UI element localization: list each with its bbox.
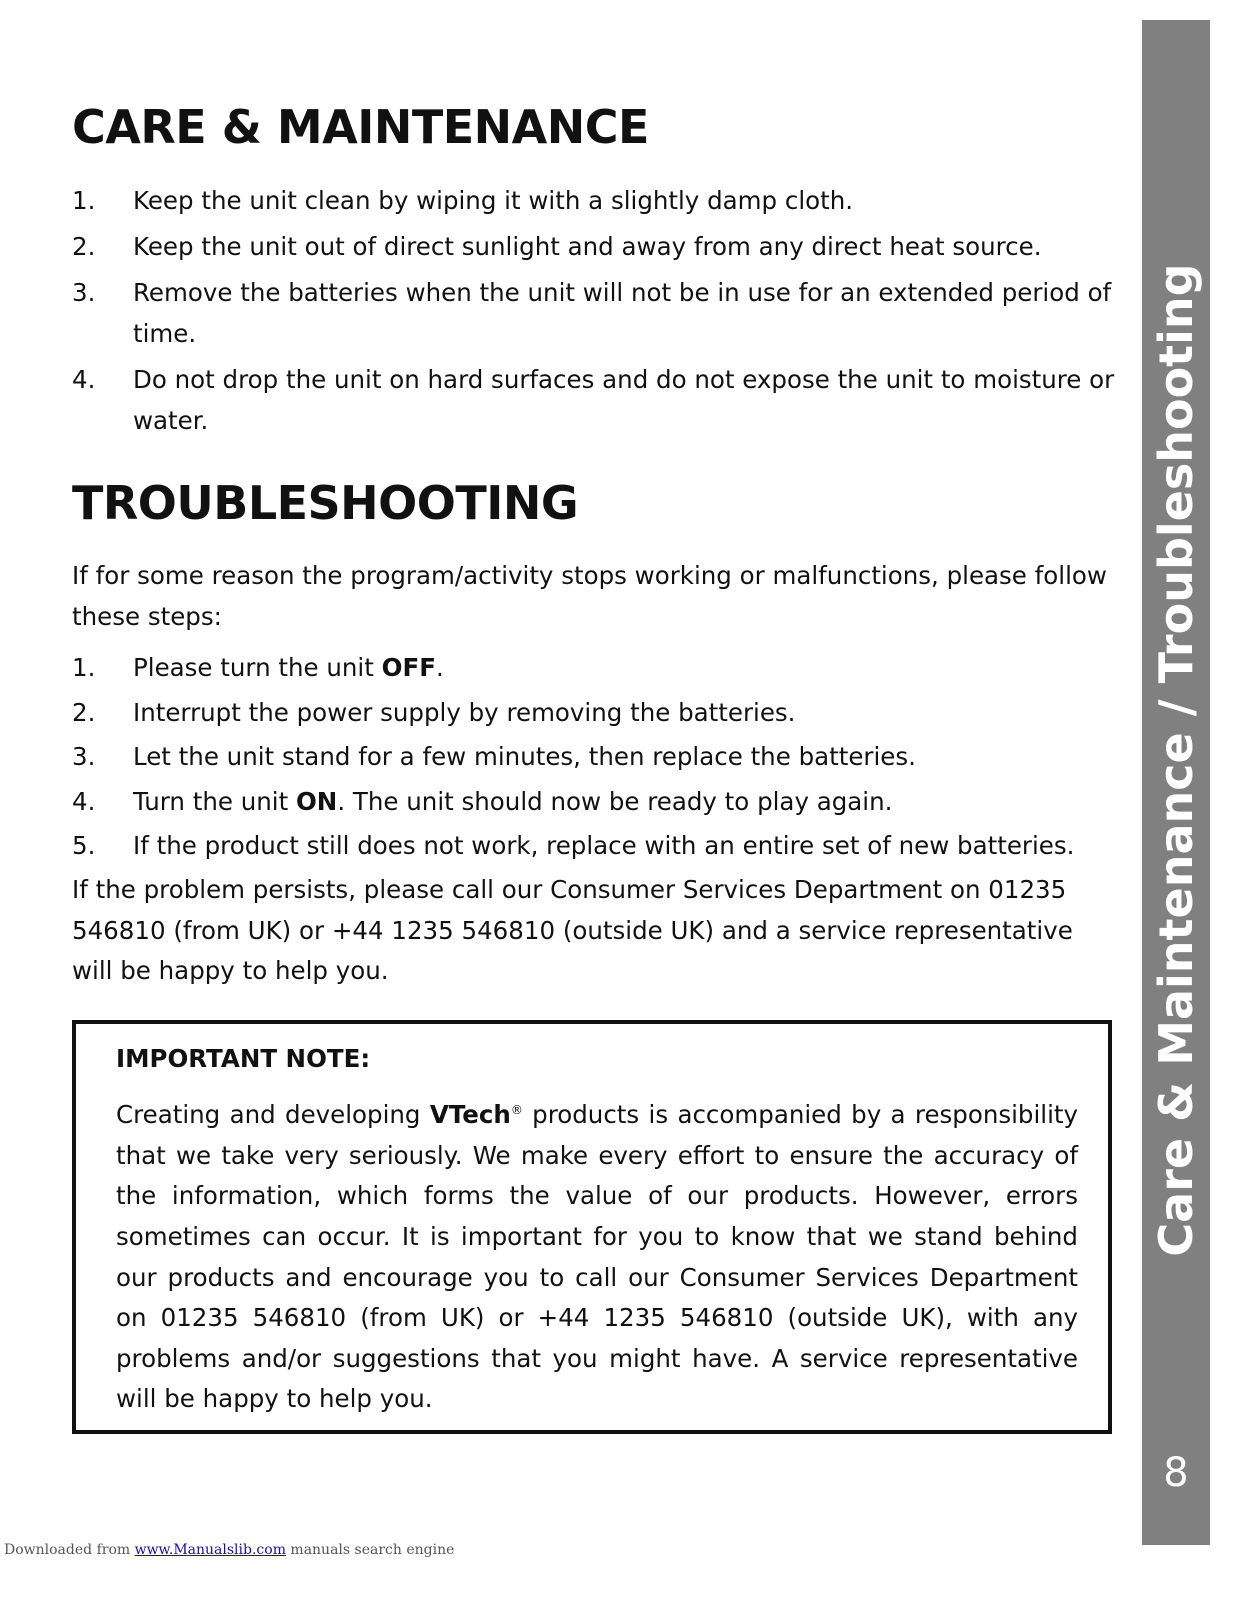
brand-name: VTech <box>429 1100 511 1130</box>
list-item: 1. Please turn the unit OFF. <box>72 653 444 682</box>
sidebar-title: Care & Maintenance / Troubleshooting <box>1149 263 1203 1257</box>
download-footer: Downloaded from www.Manualslib.com manuals search engine <box>4 1542 455 1558</box>
care-list <box>72 180 1118 446</box>
note-title: IMPORTANT NOTE: <box>116 1044 371 1073</box>
registered-mark: ® <box>510 1103 523 1117</box>
important-note-box <box>72 1020 1112 1434</box>
note-body: Creating and developing VTech® products is accompanied by a responsibility that we take very seriously. We make every effort to ensure the accuracy of the information, which forms the value of our products. However, errors sometimes can occur. It is important for you to know that we stand behind our products and encourage you to call our Consumer Services Department on 01235 546810 (from UK) or +44 1235 546810 (outside UK), with any problems and/or suggestions that you might have. A service representative will be happy to help you. <box>116 1100 1078 1414</box>
troubleshooting-intro: If for some reason the program/activity stops working or malfunctions, please follow these steps: <box>72 561 1107 631</box>
list-item: 4. Turn the unit ON. The unit should now be ready to play again. <box>72 786 893 816</box>
persist-paragraph: If the problem persists, please call our Consumer Services Department on 01235 546810 (from UK) or +44 1235 546810 (outside UK) and a service representative will be happy to help you. <box>72 875 1073 985</box>
list-item: 1. Keep the unit clean by wiping it with a slightly damp cloth. <box>72 186 854 215</box>
list-item: 2. Keep the unit out of direct sunlight and away from any direct heat source. <box>72 232 1042 261</box>
troubleshooting-heading: TROUBLESHOOTING <box>72 476 579 530</box>
manualslib-link[interactable]: www.Manualslib.com <box>134 1542 286 1558</box>
troubleshooting-list <box>72 646 1118 869</box>
list-item: 3. Let the unit stand for a few minutes, then replace the batteries. <box>72 742 916 771</box>
section-sidebar <box>1142 20 1210 1545</box>
list-item: 2. Interrupt the power supply by removing the batteries. <box>72 697 796 727</box>
list-item: 5. If the product still does not work, replace with an entire set of new batteries. <box>72 831 1075 860</box>
list-item: 3. Remove the batteries when the unit will not be in use for an extended period of time. <box>72 278 1112 348</box>
page-number: 8 <box>1163 1450 1189 1496</box>
care-heading: CARE & MAINTENANCE <box>72 100 649 154</box>
list-item: 4. Do not drop the unit on hard surfaces and do not expose the unit to moisture or water. <box>72 365 1115 435</box>
